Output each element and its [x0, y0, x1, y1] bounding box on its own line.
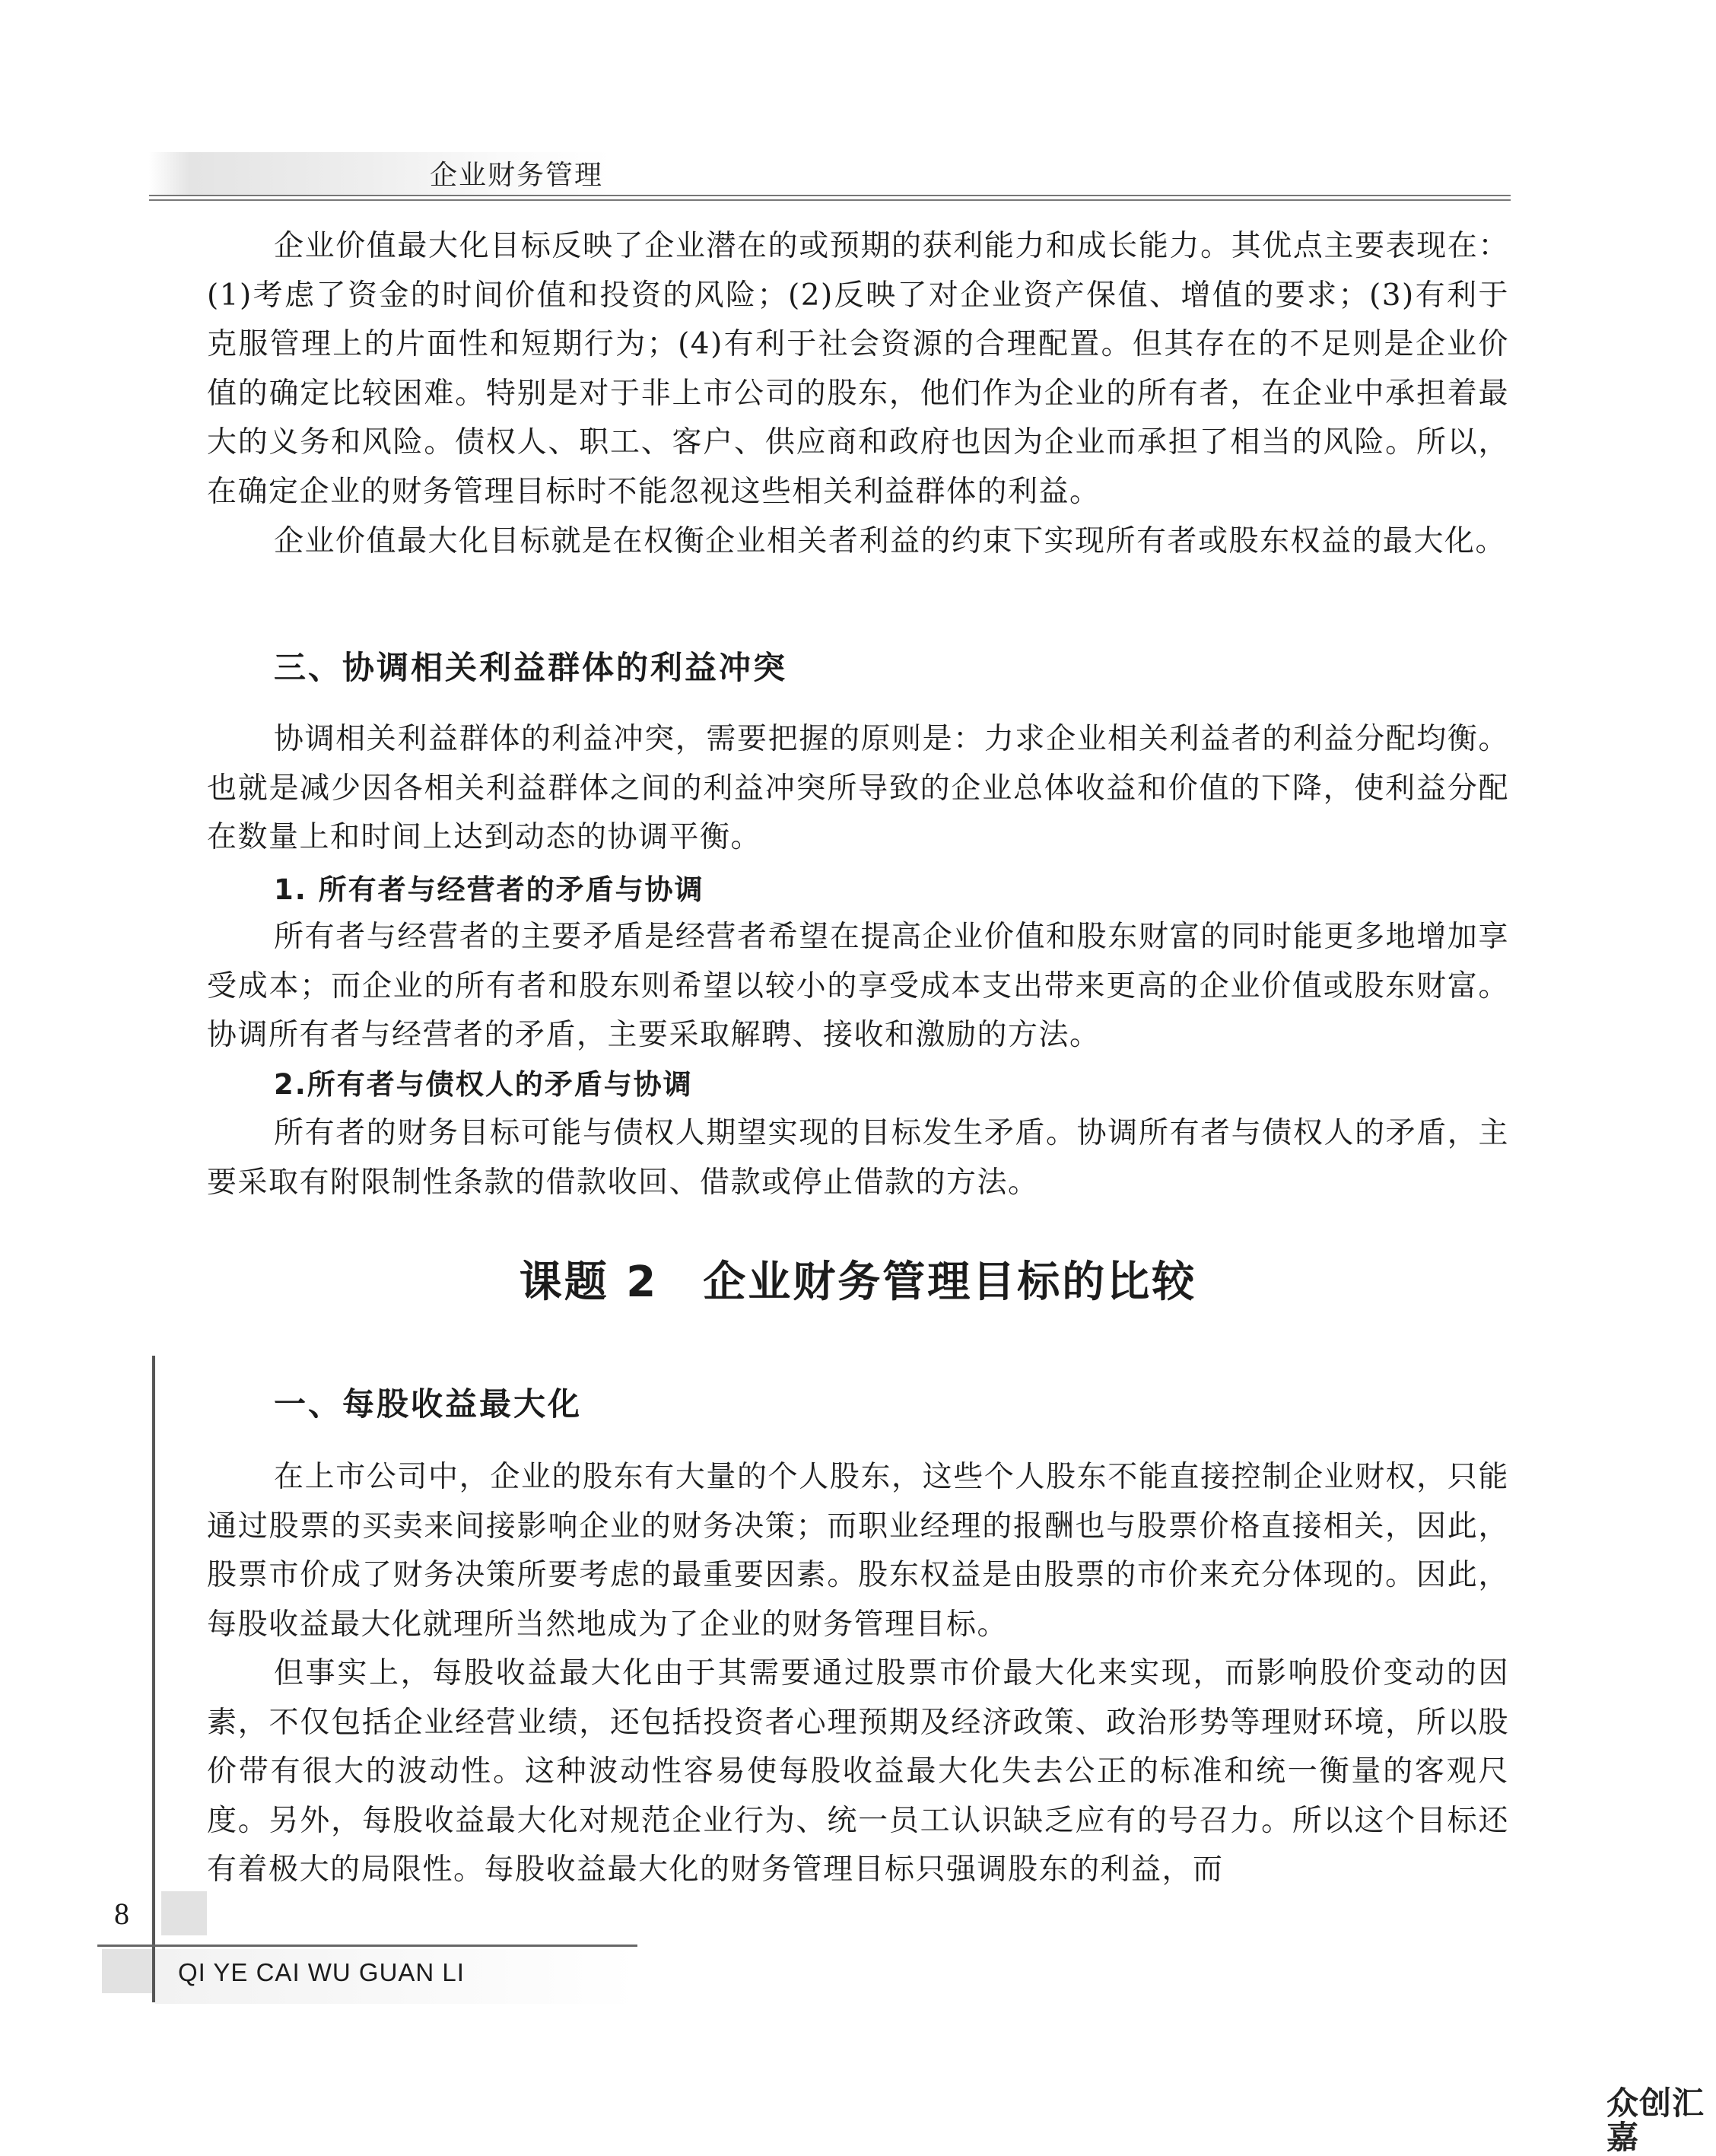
watermark-text: 众创汇嘉 — [1606, 2084, 1705, 2156]
running-header-title: 企业财务管理 — [430, 160, 604, 191]
footer-rule — [97, 1945, 637, 1947]
paragraph-enterprise-value-definition: 企业价值最大化目标就是在权衡企业相关者利益的约束下实现所有者或股东权益的最大化。 — [274, 524, 1507, 558]
header-band — [149, 152, 1511, 195]
page-number: 8 — [114, 1897, 129, 1931]
footer-series-title: QI YE CAI WU GUAN LI — [178, 1958, 465, 1986]
section-heading-coordinate-conflicts: 三、协调相关利益群体的利益冲突 — [274, 649, 788, 686]
paragraph-coordination-principle: 协调相关利益群体的利益冲突，需要把握的原则是：力求企业相关利益者的利益分配均衡。也就是减少因各相关利益群体之间的利益冲突所导致的企业总体收益和价值的下降，使利益分配在数量上和时间上达到动态的协调平衡。 — [207, 722, 1509, 854]
subheading-owner-creditor: 2.所有者与债权人的矛盾与协调 — [274, 1068, 693, 1101]
paragraph-owner-manager: 所有者与经营者的主要矛盾是经营者希望在提高企业价值和股东财富的同时能更多地增加享受成本；而企业的所有者和股东则希望以较小的享受成本支出带来更高的企业价值或股东财富。协调所有者与经营者的矛盾，主要采取解聘、接收和激励的方法。 — [207, 920, 1509, 1052]
section-heading-eps-maximization: 一、每股收益最大化 — [274, 1385, 583, 1423]
footer-vertical-rule — [152, 1356, 155, 2002]
header-rule — [149, 195, 1511, 196]
header-rule-secondary — [149, 199, 1511, 201]
paragraph-eps-listed-companies: 在上市公司中，企业的股东有大量的个人股东，这些个人股东不能直接控制企业财权，只能通过股票的买卖来间接影响企业的财务决策；而职业经理的报酬也与股票价格直接相关，因此，股票市价成了财务决策所要考虑的最重要因素。股东权益是由股票的市价来充分体现的。因此，每股收益最大化就理所当然地成为了企业的财务管理目标。 — [207, 1460, 1509, 1642]
paragraph-eps-limitations: 但事实上，每股收益最大化由于其需要通过股票市价最大化来实现，而影响股价变动的因素，不仅包括企业经营业绩，还包括投资者心理预期及经济政策、政治形势等理财环境，所以股价带有很大的波动性。这种波动性容易使每股收益最大化失去公正的标准和统一衡量的客观尺度。另外，每股收益最大化对规范企业行为、统一员工认识缺乏应有的号召力。所以这个目标还有着极大的局限性。每股收益最大化的财务管理目标只强调股东的利益，而 — [207, 1656, 1509, 1887]
subheading-owner-manager: 1. 所有者与经营者的矛盾与协调 — [274, 873, 704, 906]
paragraph-enterprise-value-advantages: 企业价值最大化目标反映了企业潜在的或预期的获利能力和成长能力。其优点主要表现在：(1)考虑了资金的时间价值和投资的风险；(2)反映了对企业资产保值、增值的要求；(3)有利于克服管理上的片面性和短期行为；(4)有利于社会资源的合理配置。但其存在的不足则是企业价值的确定比较困难。特别是对于非上市公司的股东，他们作为企业的所有者，在企业中承担着最大的义务和风险。债权人、职工、客户、供应商和政府也因为企业而承担了相当的风险。所以，在确定企业的财务管理目标时不能忽视这些相关利益群体的利益。 — [207, 229, 1509, 509]
topic-title: 课题 2 企业财务管理目标的比较 — [519, 1258, 1197, 1307]
footer-gray-square-lower — [102, 1949, 152, 1993]
paragraph-owner-creditor: 所有者的财务目标可能与债权人期望实现的目标发生矛盾。协调所有者与债权人的矛盾，主要采取有附限制性条款的借款收回、借款或停止借款的方法。 — [207, 1116, 1509, 1200]
footer-gray-square — [161, 1891, 207, 1935]
